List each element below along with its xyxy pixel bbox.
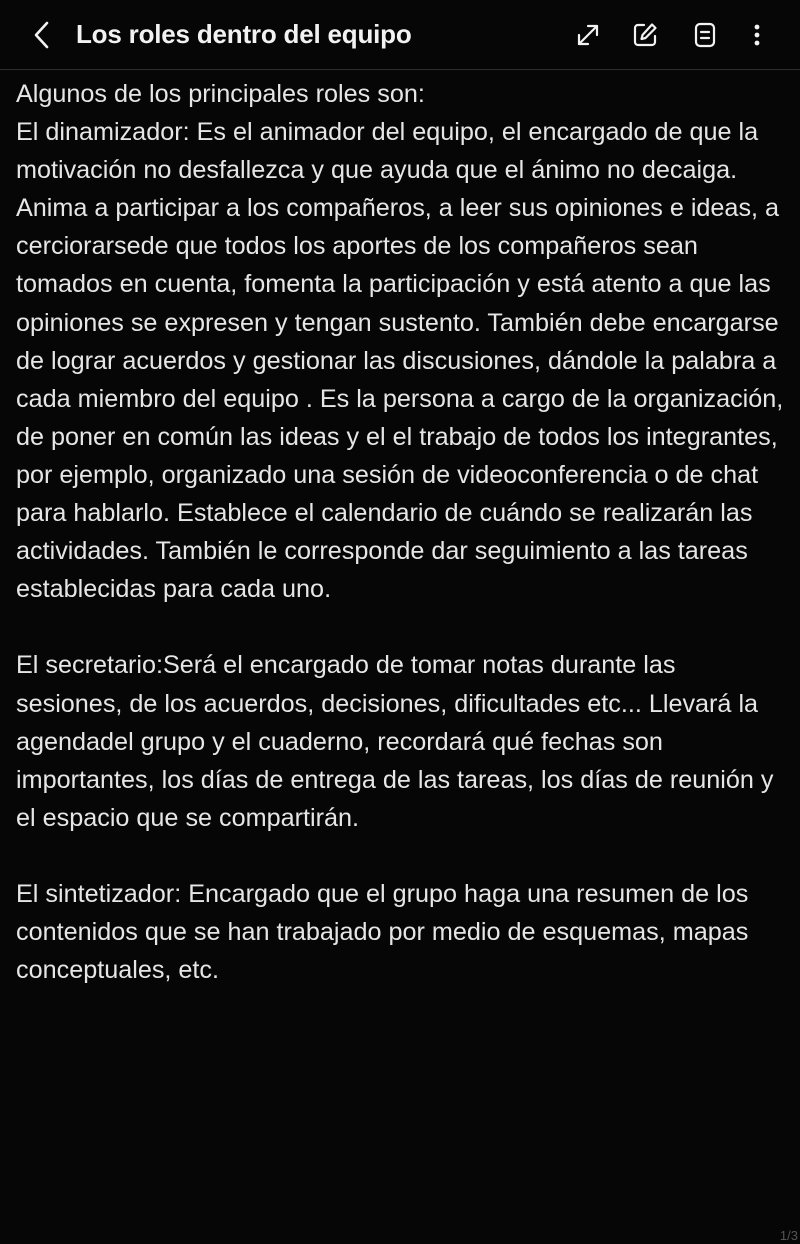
more-vertical-icon [752,21,762,49]
note-title: Los roles dentro del equipo [76,19,412,49]
page-indicator: 1/3 [779,1228,798,1243]
reading-mode-button[interactable] [683,13,727,57]
note-paragraph: El sintetizador: Encargado que el grupo haga una resumen de los contenidos que se han trabajado por medio de esquemas, mapas conceptuales, etc. [16,879,756,985]
reading-mode-icon [692,21,718,49]
more-options-button[interactable] [735,13,779,57]
note-content[interactable] [16,75,786,1155]
edit-button[interactable] [623,13,667,57]
expand-arrows-icon [574,21,602,49]
edit-pencil-icon [631,21,659,49]
note-blank-line [16,608,786,646]
back-button[interactable] [20,13,64,57]
note-paragraph: Algunos de los principales roles son: El dinamizador: Es el animador del equipo, el encargado de que la motivación no desfallezca y que ayuda que el ánimo no decaiga. Anima a participar a los compañeros, a leer sus opiniones e ideas, a cerciorarsede que todos los aportes de los compañeros sean tomados en cuenta, fomenta la participación y está atento a que las opiniones se expresen y tengan sustento. También debe encargarse de lograr acuerdos y gestionar las discusiones, dándole la palabra a cada miembro del equipo . Es la persona a cargo de la organización, de poner en común las ideas y el el trabajo de todos los integrantes, por ejemplo, organizado una sesión de videoconferencia o de chat para hablarlo. Establece el calendario de cuándo se realizarán las actividades. También le corresponde dar seguimiento a las tareas establecidas para cada uno. [16,80,784,604]
expand-button[interactable] [566,13,610,57]
note-paragraph: El secretario:Será el encargado de tomar notas durante las sesiones, de los acuerdos, decisiones, dificultades etc... Llevará la agendadel grupo y el cuaderno, recordará qué fechas son importantes, los días de entrega de las tareas, los días de reunión y el espacio que se compartirán. [16,651,781,832]
app-bar [0,0,800,70]
note-blank-line [16,837,786,875]
chevron-left-icon [30,20,54,50]
